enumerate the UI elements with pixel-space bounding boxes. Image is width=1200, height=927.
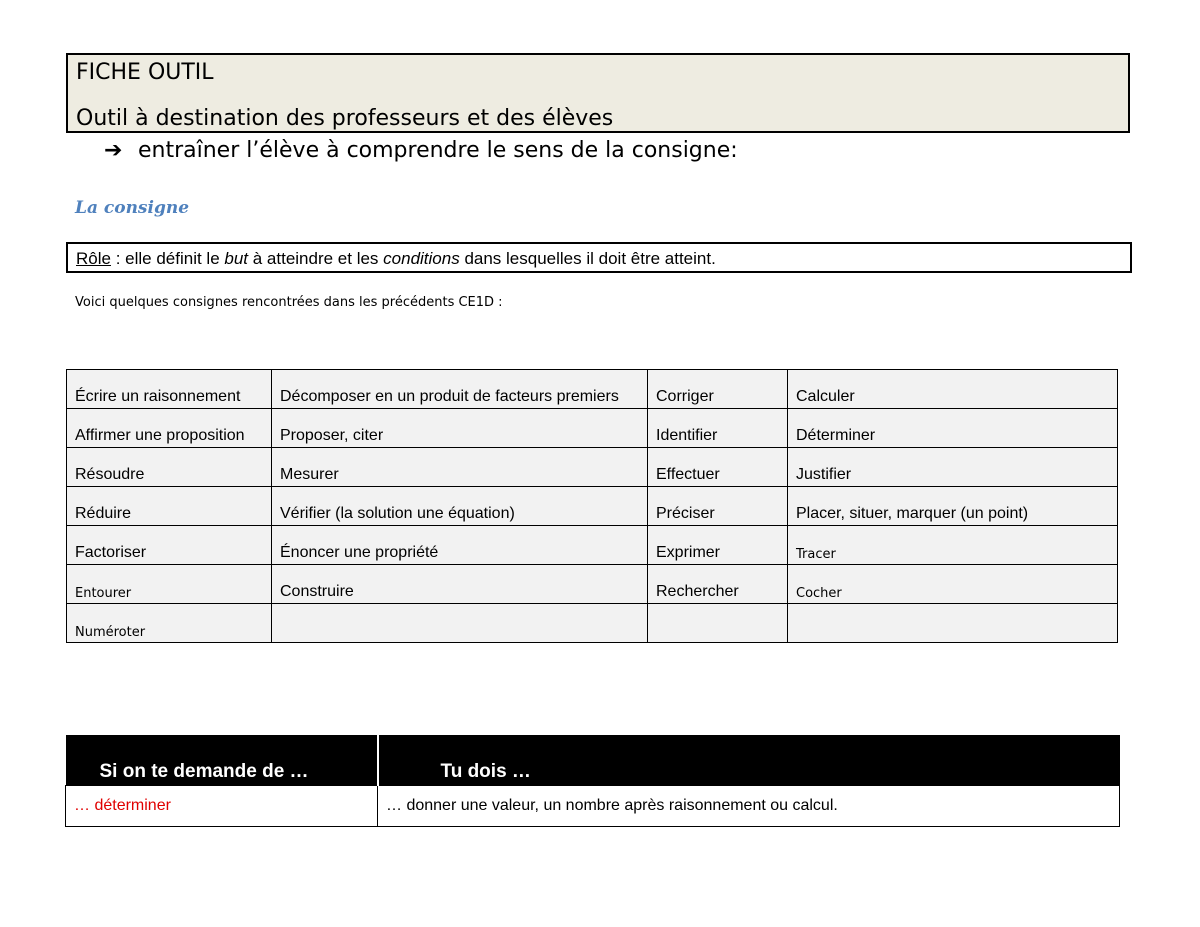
table-cell: Factoriser	[67, 526, 272, 565]
table-cell: Affirmer une proposition	[67, 409, 272, 448]
lexicon-ask-cell: … déterminer	[66, 785, 378, 826]
table-row	[67, 487, 1118, 526]
table-cell: Préciser	[648, 487, 788, 526]
table-cell: Placer, situer, marquer (un point)	[788, 487, 1118, 526]
role-text-part2: à atteindre et les	[248, 249, 384, 268]
table-cell: Identifier	[648, 409, 788, 448]
document-title: FICHE OUTIL	[76, 60, 214, 85]
table-cell: Corriger	[648, 370, 788, 409]
table-cell: Entourer	[67, 565, 272, 604]
role-emphasis-but: but	[224, 249, 249, 268]
role-label: Rôle	[76, 249, 111, 268]
role-definition-box	[66, 242, 1132, 273]
table-cell: Justifier	[788, 448, 1118, 487]
table-cell: Construire	[272, 565, 648, 604]
role-text-part3: dans lesquelles il doit être atteint.	[459, 249, 716, 268]
table-cell: Exprimer	[648, 526, 788, 565]
lexicon-header-ask: Si on te demande de …	[66, 735, 378, 785]
table-cell: Tracer	[788, 526, 1118, 565]
table-row	[67, 409, 1118, 448]
lexicon-do-cell: … donner une valeur, un nombre après raisonnement ou calcul.	[378, 785, 1120, 826]
table-cell: Cocher	[788, 565, 1118, 604]
table-cell: Rechercher	[648, 565, 788, 604]
table-cell: Réduire	[67, 487, 272, 526]
table-row	[66, 785, 1120, 826]
lexicon-header-do: Tu dois …	[378, 735, 1120, 785]
table-cell: Effectuer	[648, 448, 788, 487]
table-cell: Vérifier (la solution une équation)	[272, 487, 648, 526]
table-cell: Écrire un raisonnement	[67, 370, 272, 409]
table-cell: Proposer, citer	[272, 409, 648, 448]
table-row	[67, 604, 1118, 643]
table-row	[67, 370, 1118, 409]
role-emphasis-conditions: conditions	[383, 249, 460, 268]
table-cell	[272, 604, 648, 643]
table-cell	[788, 604, 1118, 643]
goal-text: entraîner l’élève à comprendre le sens de la consigne:	[138, 138, 738, 163]
table-row	[67, 565, 1118, 604]
table-row	[67, 526, 1118, 565]
document-subtitle: Outil à destination des professeurs et des élèves	[76, 106, 614, 131]
table-cell	[648, 604, 788, 643]
table-cell: Numéroter	[67, 604, 272, 643]
role-text-part1: : elle définit le	[110, 249, 225, 268]
arrow-right-icon: ➔	[104, 138, 123, 163]
table-cell: Déterminer	[788, 409, 1118, 448]
table-cell: Énoncer une propriété	[272, 526, 648, 565]
verbs-table	[66, 369, 1118, 643]
intro-text: Voici quelques consignes rencontrées dans les précédents CE1D :	[75, 295, 503, 310]
lexicon-header-row	[66, 735, 1120, 785]
title-box	[66, 53, 1130, 133]
table-cell: Mesurer	[272, 448, 648, 487]
table-cell: Résoudre	[67, 448, 272, 487]
table-cell: Décomposer en un produit de facteurs premiers	[272, 370, 648, 409]
goal-line	[104, 137, 738, 165]
lexicon-table	[65, 735, 1120, 827]
table-row	[67, 448, 1118, 487]
section-heading: La consigne	[75, 198, 190, 218]
table-cell: Calculer	[788, 370, 1118, 409]
